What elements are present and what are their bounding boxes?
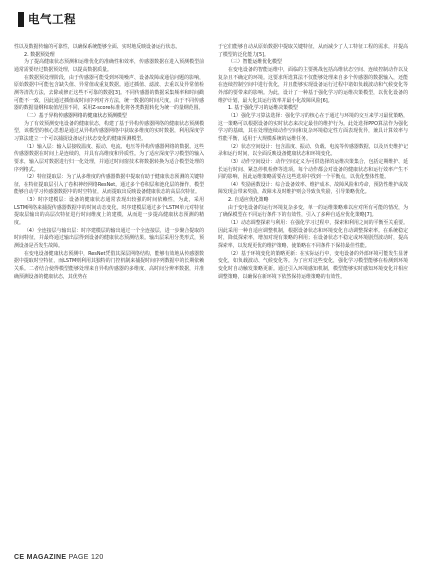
section-heading: （三）智能运维优化模型 <box>228 59 282 66</box>
body-paragraph: （2）状态空间设计：包含温度、振动、负载、电流等传感器数据，以及历史维护记录和运行时间，以全面反映设备健康状态和环境变化。 <box>218 143 408 158</box>
page-footer <box>14 554 104 561</box>
body-paragraph: 由于变电设备的运行环境复杂多变，单一的运维策略难以应对所有可能的情况，为了确保模型在不同运行条件下的有效性，引入了多种自适应优化策略[7]。 <box>218 204 408 219</box>
body-paragraph: （3）动作空间设计：动作空间定义为可供选择的运维决策集合，包括定期维护、延长运行时间、紧急停机检修等选项。每个动作都会对设备的健康状态和运行效率产生不同的影响，因此运维策略需要在这些选项中找到一个平衡点，以优化整体性能。 <box>218 158 408 181</box>
body-paragraph: 性以及数据传输的可靠性，以确保系统能够全面、实时地反映设备运行状态。 <box>14 44 181 50</box>
body-paragraph: 于它们能够自动从原始数据中提取关键特征，从而减少了人工特征工程的需求，并提高了模型的泛化能力[5]。 <box>218 44 408 58</box>
left-column <box>14 44 204 281</box>
body-paragraph: （2）特征提取层：为了从多维度的传感器数据中提取有助于健康状态预测的关键特征，在特征提取层引入了卷积神经网络ResNet。通过多个卷积层和池化层的操作，模型能够自动学习传感器数据中的时空特征，从而提取出反映设备健康状态的高层次特征。 <box>14 174 204 196</box>
section-heading: 1. 基于强化学习的运维决策模型 <box>228 105 298 112</box>
body-paragraph: （2）基于环境变化的策略更新：在实际运行中，变电设备的外部环境可能发生显著变化，如负载波动、气候变化等。为了应对这些变化，强化学习模型能够在检测到环境变化时自动触发策略更新。通过引入环境感知机制，模型能够实时感知环境变化并相应调整策略，以确保在新环境下依然保持运维策略的有效性。 <box>218 250 408 280</box>
body-paragraph: 在变电设备健康状态预测中，ResNet凭借其深层网络结构，能够有效地从传感器数据中提取时空特征，而LSTM则利用其独特的门控机制来捕捉时间序列数据中的长期依赖关系。二者结合使得模型能够处理来自异构传感器的多维度、高时间分辨率数据，并准确预测设备的健康状态，其优势在 <box>14 250 204 280</box>
section-marker-bar <box>18 12 24 27</box>
body-paragraph: 在数据预处理阶段，由于传感器可能受到环境噪声、设备故障或通信问题的影响，原始数据中可能包含缺失值、异常值或重复数据。通过插值、滤波、去重以及异常值检测等清洗方法，去除或修正这些不可靠的数据[3]。不同传感器的数据采集频率和时间戳可能不一致，因此通过插值或时间序列对齐方法，统一数据的时间尺度。由于不同传感器的数据量纲和取值范围不同，采用Z-score标准化将各类数据转化为统一的量纲范围。 <box>14 74 204 112</box>
magazine-name: CE MAGAZINE <box>14 554 67 561</box>
body-paragraph: （1）动态调整探索与利用：在强化学习过程中，探索和利用之间的平衡至关重要。因此采用一种自适应调整机制，根据设备状态和环境变化自动调整探索率。在系统稳定时，降低探索率，增加对现有策略的利用；在设备状态不稳定或环境剧烈波动时，提高探索率，以发现更优的维护策略，使策略在不同条件下保持最佳性能。 <box>218 220 408 250</box>
section-heading: 2. 数据预处理 <box>24 51 55 58</box>
section-heading: 2. 自适应优化策略 <box>228 197 269 204</box>
body-paragraph: （3）时序建模层：设备的健康状态通常表现出较强的时间依赖性，为此，采用LSTM网络来捕捉传感器数据中的时间动态变化。时序建模层通过多个LSTM单元对特征提取层输出的高层次特征进行时间维度上的建模，从而进一步提高健康状态预测的精度。 <box>14 197 204 227</box>
body-paragraph: （1）强化学习算法选择：强化学习的核心在于通过与环境的交互来学习最优策略，这一策略可以根据设备的实时状态来决定最佳的维护行为。此处选择PPO算法作为强化学习的基础，其在处理连续动作空间和复杂环境稳定性方面表现优异，兼具计算效率与性能平衡，适用于大规模系统的运维任务。 <box>218 112 408 142</box>
page-number: PAGE 120 <box>68 554 104 561</box>
body-paragraph: 为了有效预测变电设备的健康状态，构建了基于异构传感器网络的健康状态预测模型，该模型的核心思想是通过从异构传感器网络中获取多维度的实时数据，利用深度学习算法建立一个可以捕捉设备运行状态变化的健康预测模型。 <box>14 120 204 142</box>
page-header <box>0 0 427 42</box>
right-column <box>218 44 408 281</box>
body-paragraph: （4）奖励函数设计：综合设备效率、维护成本、故障风险和寿命，预防性维护或故障发现会带来奖励，故障未及时维护则会导致负奖励，引导策略优化。 <box>218 181 408 196</box>
body-paragraph: （1）输入层：输入层接收温度、振动、电流、电压等异构传感器网络的数据。这些传感器数据在时间上是连续的，并具有高维度和异质性。为了适应深度学习模型的输入要求，输入层对数据进行归一化处理，并通过时间窗技术将数据转换为适合模型处理的序列格式。 <box>14 143 204 173</box>
body-paragraph: 在变电设备的智能运维中，面临的主要挑战包括高维状态空间、连续控制动作以及复杂且不确定的环境。这要求所选算法不仅能够处理来自多个传感器的数据输入，还能在连续控制空间中进行优化，并且能够实现设备运行过程中诸如负载波动和气候变化等外部的要带来的影响。为此，设计了一种基于强化学习的运维决策模型，以优化设备的维护计划，最大化其运行效率并最小化故障风险[6]。 <box>218 66 408 104</box>
body-paragraph: 为了提高健康状态预测和运维优化的准确性和效率，传感器数据在进入预测模型前通常需要经过数据预处理，以提高数据质量。 <box>14 59 204 73</box>
body-paragraph: （4）全连接层与输出层：时序建模层的输出通过一个全连接层，进一步聚合提取的时间特征，并最终通过输出层得到设备的健康状态预测结果。输出层采用分类形式，预测设备是否发生故障。 <box>14 227 204 250</box>
section-title: 电气工程 <box>28 12 76 26</box>
section-heading: （二）基于异构传感器网络的健康状态预测模型 <box>24 112 127 119</box>
